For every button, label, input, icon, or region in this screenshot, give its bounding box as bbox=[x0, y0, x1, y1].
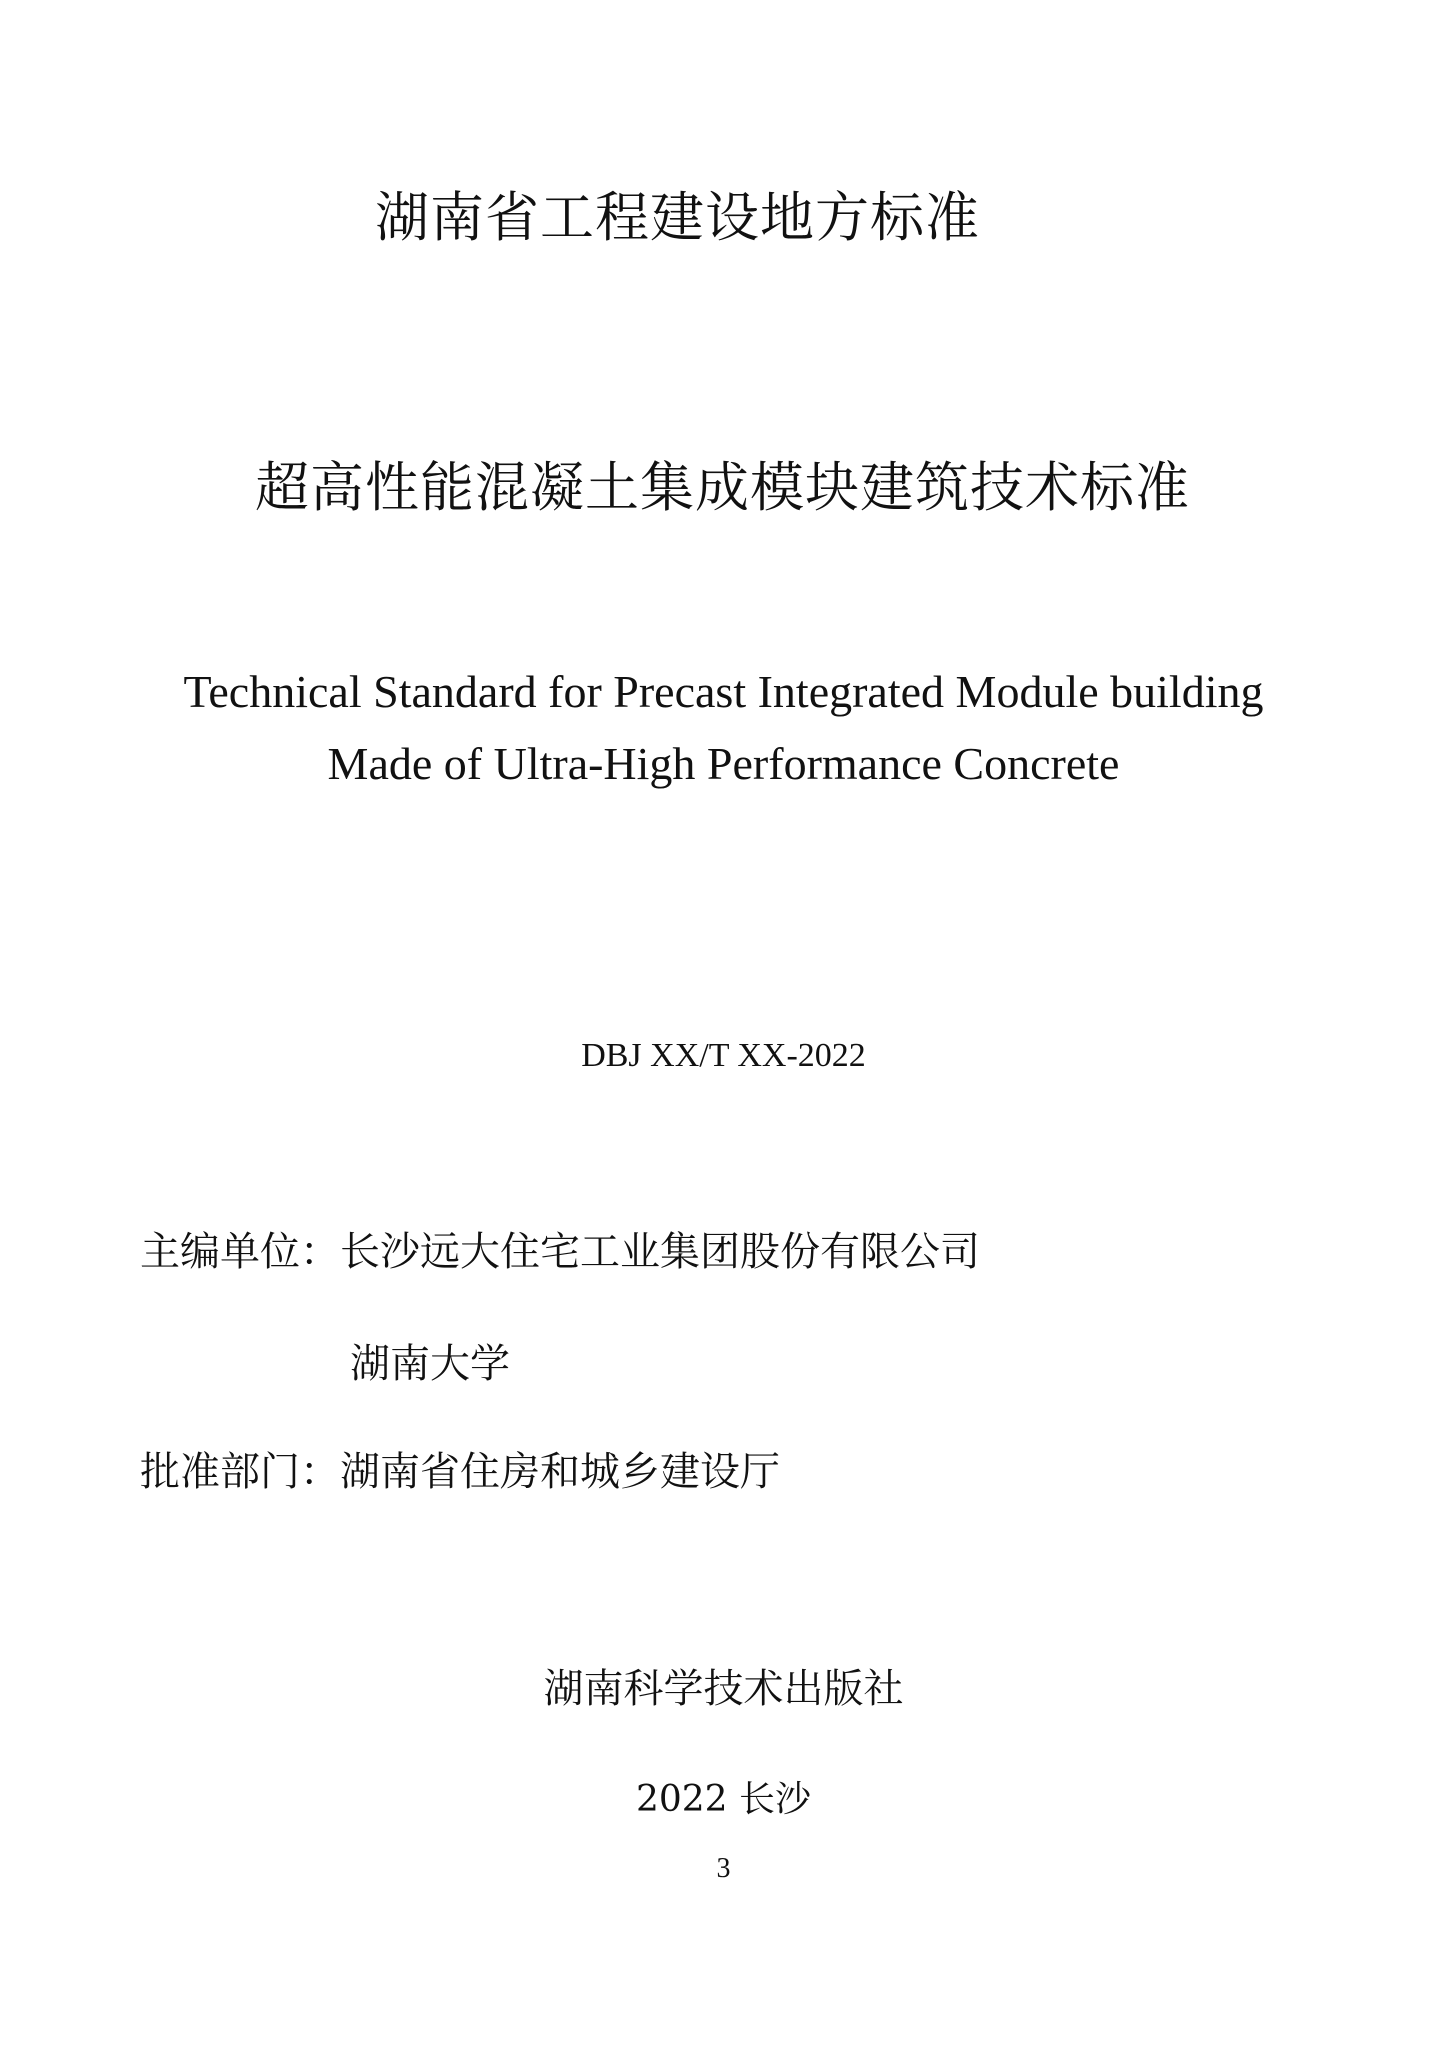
document-title-chinese: 超高性能混凝土集成模块建筑技术标准 bbox=[255, 456, 1190, 519]
standard-code: DBJ XX/T XX-2022 bbox=[581, 1037, 866, 1074]
document-title-english-line-1: Technical Standard for Precast Integrated Module building bbox=[183, 666, 1264, 717]
chief-editor-org-1: 长沙远大住宅工业集团股份有限公司 bbox=[340, 1229, 980, 1275]
chief-editor-row bbox=[140, 1228, 980, 1276]
publication-year-place: 2022 长沙 bbox=[635, 1779, 812, 1820]
approver-label: 批准部门： bbox=[140, 1449, 340, 1495]
document-title-english-line-2: Made of Ultra-High Performance Concrete bbox=[327, 738, 1120, 789]
chief-editor-label: 主编单位： bbox=[140, 1229, 340, 1275]
publisher: 湖南科学技术出版社 bbox=[543, 1666, 904, 1712]
standard-category-heading: 湖南省工程建设地方标准 bbox=[375, 186, 980, 249]
approver-row bbox=[140, 1448, 780, 1496]
chief-editor-org-2: 湖南大学 bbox=[350, 1341, 510, 1387]
approver-org: 湖南省住房和城乡建设厅 bbox=[340, 1449, 780, 1495]
page-number: 3 bbox=[716, 1853, 731, 1884]
